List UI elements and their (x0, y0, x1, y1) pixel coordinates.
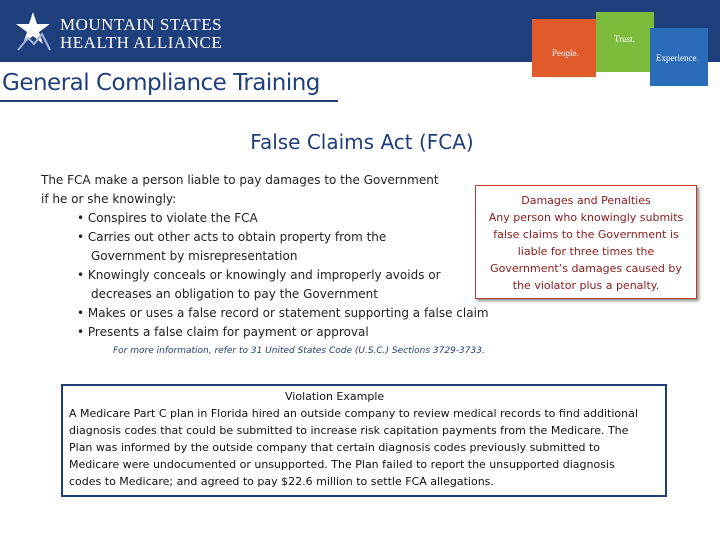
bullet-item: • Conspires to violate the FCA (77, 211, 258, 225)
callout-line: Government’s damages caused by (490, 262, 682, 275)
experience-square (650, 28, 708, 86)
reference-footnote: For more information, refer to 31 United States Code (U.S.C.) Sections 3729-3733. (113, 346, 485, 356)
title-underline (0, 100, 338, 102)
trust-tag: Trust. (614, 34, 635, 44)
callout-line: Any person who knowingly submits (488, 211, 684, 224)
example-line: diagnosis codes that could be submitted to increase risk capitation payments from the Medicare. The (69, 424, 629, 437)
header-banner (0, 0, 720, 62)
callout-line: liable for three times the (517, 245, 655, 258)
callout-line: the violator plus a penalty. (512, 279, 660, 292)
body-line: if he or she knowingly: (41, 192, 177, 206)
bullet-item: • Knowingly conceals or knowingly and improperly avoids or (77, 268, 441, 282)
callout-title: Damages and Penalties (521, 194, 651, 207)
section-heading (0, 130, 720, 154)
people-square (532, 19, 596, 77)
bullet-item-continued: Government by misrepresentation (91, 249, 298, 263)
callout-line: false claims to the Government is (493, 228, 679, 241)
experience-tag: Experience. (656, 53, 699, 63)
logo-text (60, 16, 222, 52)
example-title: Violation Example (285, 390, 385, 403)
logo-line-2: HEALTH ALLIANCE (60, 33, 223, 52)
example-line: Plan was informed by the outside company that certain diagnosis codes previously submitted to (69, 441, 601, 454)
example-line: A Medicare Part C plan in Florida hired an outside company to review medical records to find additional (69, 407, 638, 420)
damages-callout (475, 185, 697, 299)
star-mountain-logo-icon (14, 10, 52, 52)
bullet-item: • Makes or uses a false record or statement supporting a false claim (77, 306, 489, 320)
section-heading-text: False Claims Act (FCA) (250, 130, 474, 154)
bullet-item: • Presents a false claim for payment or approval (77, 325, 369, 339)
violation-example-box (61, 384, 667, 497)
page-title: General Compliance Training (2, 70, 320, 96)
people-tag: People. (552, 48, 579, 58)
body-line: The FCA make a person liable to pay damages to the Government (41, 173, 439, 187)
trust-square (596, 12, 654, 72)
example-line: codes to Medicare; and agreed to pay $22.6 million to settle FCA allegations. (69, 475, 494, 488)
example-line: Medicare were undocumented or unsupported. The Plan failed to report the unsupported diagnosis (69, 458, 615, 471)
bullet-item-continued: decreases an obligation to pay the Government (91, 287, 378, 301)
logo (8, 6, 223, 56)
logo-line-1: MOUNTAIN STATES (60, 15, 223, 34)
bullet-item: • Carries out other acts to obtain property from the (77, 230, 387, 244)
